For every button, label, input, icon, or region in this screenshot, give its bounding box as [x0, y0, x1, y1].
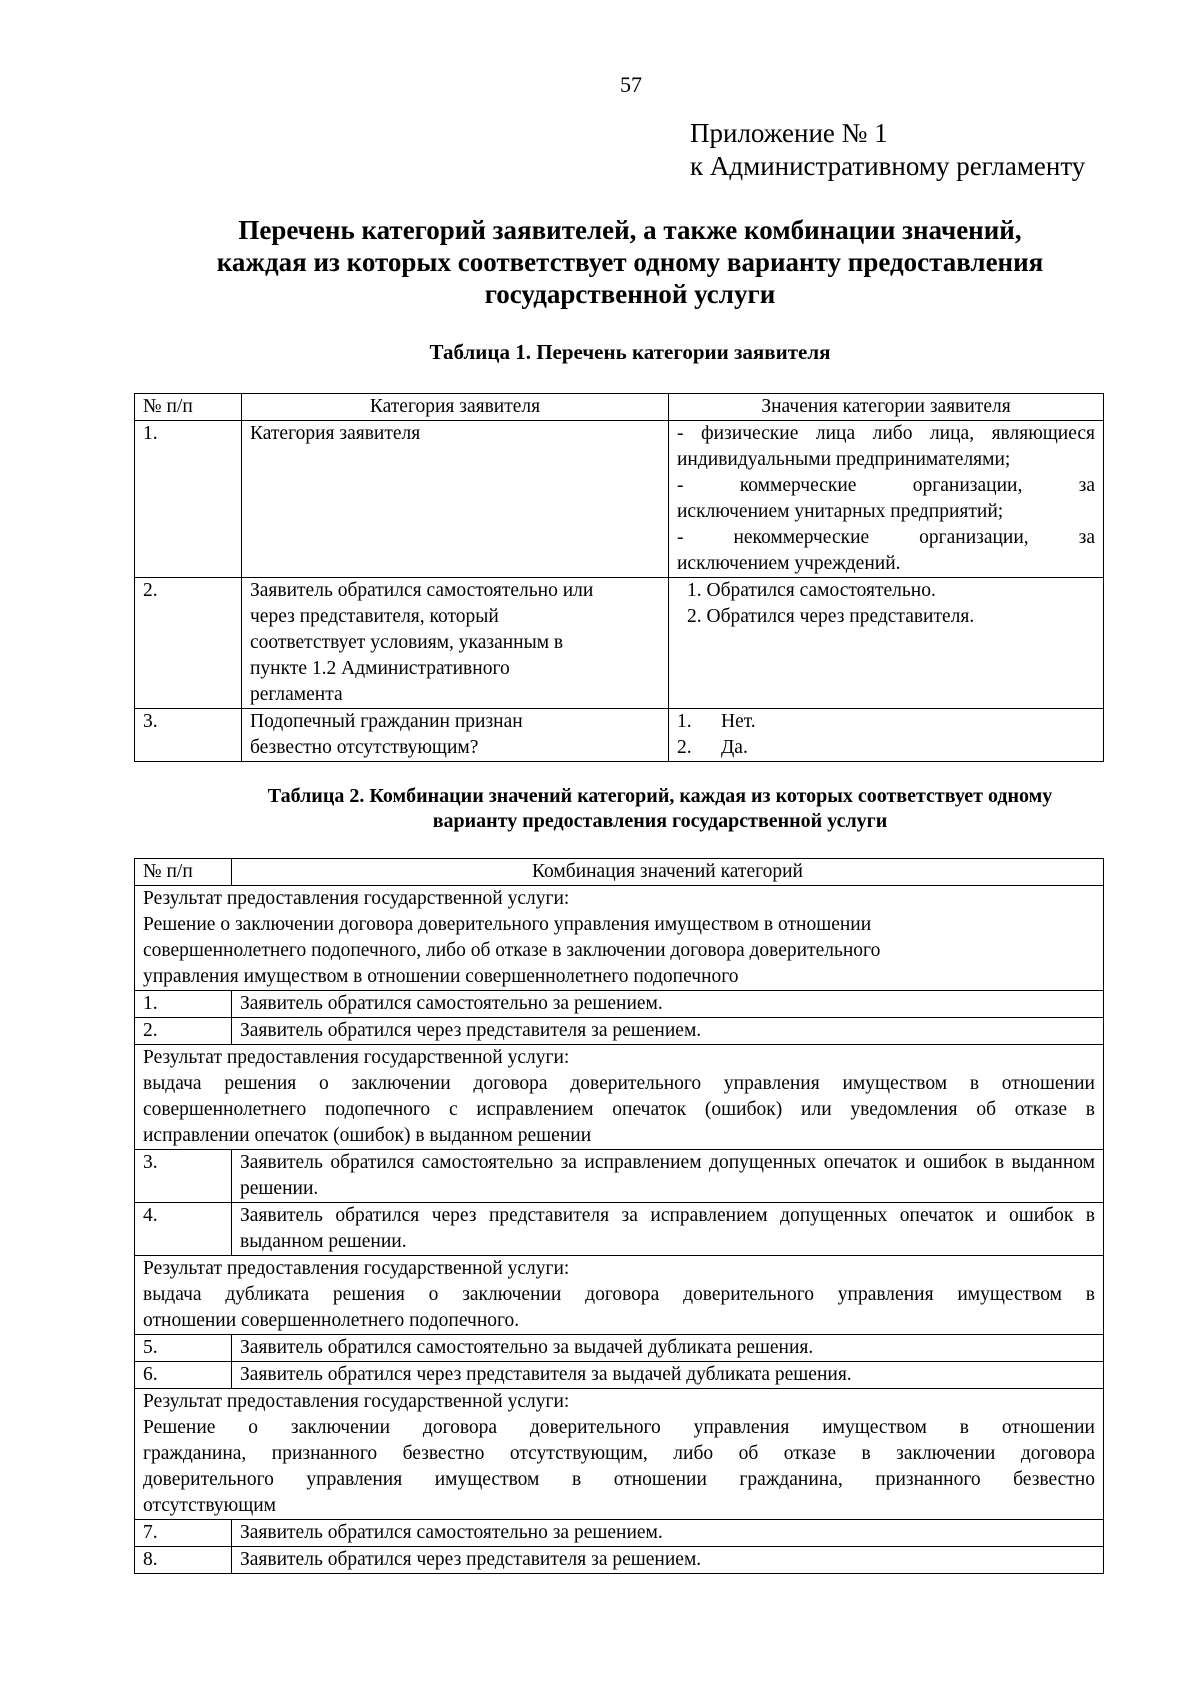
list-number: 2.	[677, 737, 692, 758]
header-cell: № п/п	[135, 859, 232, 886]
cell-line: - некоммерческие организации, за	[677, 527, 1095, 548]
table-row	[135, 1018, 1104, 1045]
row-number: 2.	[135, 578, 242, 709]
table-row	[135, 1547, 1104, 1574]
page-number: 57	[620, 72, 642, 97]
result-label: Результат предоставления государственной услуги:	[143, 888, 570, 909]
row-text: Заявитель обратился самостоятельно за решением.	[232, 1520, 1104, 1547]
table-row	[135, 1335, 1104, 1362]
table-row	[135, 991, 1104, 1018]
table-row	[135, 1150, 1104, 1203]
table-row	[135, 1520, 1104, 1547]
row-number: 1.	[135, 991, 232, 1018]
table-row	[135, 578, 1104, 709]
result-group-row	[135, 1045, 1104, 1150]
cell-line: 1. Обратился самостоятельно.	[687, 580, 936, 601]
list-text: Нет.	[721, 711, 756, 732]
cell-line: исключением унитарных предприятий;	[677, 501, 1004, 522]
list-text: Да.	[721, 737, 748, 758]
result-line: Решение о заключении договора доверительного управления имуществом в отношении	[143, 914, 872, 935]
row-number: 4.	[135, 1203, 232, 1256]
cell-line: через представителя, который	[250, 606, 499, 627]
row-text: Заявитель обратился через представителя за решением.	[232, 1018, 1104, 1045]
result-line: отношении совершеннолетнего подопечного.	[143, 1310, 520, 1331]
row-text: Заявитель обратился через представителя за исправлением допущенных опечаток и ошибок в выданном решении.	[232, 1203, 1104, 1256]
result-group-row	[135, 1389, 1104, 1520]
category-cell	[242, 709, 669, 762]
row-number: 2.	[135, 1018, 232, 1045]
appendix-header	[690, 117, 1085, 183]
row-number: 3.	[135, 709, 242, 762]
result-cell	[135, 1256, 1104, 1335]
row-number: 5.	[135, 1335, 232, 1362]
caption-line: Таблица 2. Комбинации значений категорий, каждая из которых соответствует одному	[267, 785, 1053, 807]
row-number: 7.	[135, 1520, 232, 1547]
header-cell: Категория заявителя	[242, 394, 669, 421]
cell-line: Заявитель обратился самостоятельно или	[250, 580, 594, 601]
cell-line: индивидуальными предпринимателями;	[677, 449, 1011, 470]
table2	[134, 858, 1104, 1574]
cell-line: 2. Обратился через представителя.	[687, 606, 975, 627]
row-text: Заявитель обратился самостоятельно за решением.	[232, 991, 1104, 1018]
header-cell: Комбинация значений категорий	[232, 859, 1104, 886]
document-title	[130, 214, 1130, 310]
row-number: 6.	[135, 1362, 232, 1389]
table1	[134, 393, 1104, 762]
values-cell	[669, 709, 1104, 762]
table-header-row	[135, 394, 1104, 421]
result-line: Решение о заключении договора доверительного управления имуществом в отношении	[143, 1417, 1095, 1438]
title-line: каждая из которых соответствует одному варианту предоставления	[216, 247, 1044, 277]
list-number: 1.	[677, 711, 692, 732]
result-line: выдача дубликата решения о заключении договора доверительного управления имуществом в	[143, 1284, 1095, 1305]
cell-line: регламента	[250, 684, 343, 705]
result-line: совершеннолетнего подопечного с исправлением опечаток (ошибок) или уведомления об отказе в	[143, 1099, 1095, 1120]
appendix-line: к Административному регламенту	[690, 151, 1086, 181]
table-row	[135, 1203, 1104, 1256]
title-line: Перечень категорий заявителей, а также комбинации значений,	[238, 215, 1022, 245]
result-cell	[135, 1389, 1104, 1520]
row-text: Заявитель обратился через представителя за выдачей дубликата решения.	[232, 1362, 1104, 1389]
result-cell	[135, 886, 1104, 991]
table2-caption	[200, 784, 1120, 834]
cell-text: Категория заявителя	[250, 423, 421, 444]
result-group-row	[135, 886, 1104, 991]
table-header-row	[135, 859, 1104, 886]
row-text: Заявитель обратился самостоятельно за выдачей дубликата решения.	[232, 1335, 1104, 1362]
result-line: исправлении опечаток (ошибок) в выданном решении	[143, 1125, 592, 1146]
values-cell	[669, 578, 1104, 709]
result-line: управления имуществом в отношении совершеннолетнего подопечного	[143, 966, 739, 987]
category-cell	[242, 578, 669, 709]
result-group-row	[135, 1256, 1104, 1335]
result-cell	[135, 1045, 1104, 1150]
row-number: 8.	[135, 1547, 232, 1574]
header-cell: Значения категории заявителя	[669, 394, 1104, 421]
cell-line: соответствует условиям, указанным в	[250, 632, 564, 653]
row-text: Заявитель обратился самостоятельно за исправлением допущенных опечаток и ошибок в выданном решении.	[232, 1150, 1104, 1203]
category-cell	[242, 421, 669, 578]
cell-line: - физические лица либо лица, являющиеся	[677, 423, 1095, 444]
header-cell: № п/п	[135, 394, 242, 421]
list-item	[677, 735, 1095, 761]
cell-line: Подопечный гражданин признан	[250, 711, 523, 732]
row-number: 1.	[135, 421, 242, 578]
table-row	[135, 421, 1104, 578]
caption-line: варианту предоставления государственной услуги	[432, 810, 888, 832]
list-item	[677, 709, 1095, 735]
table1-caption: Таблица 1. Перечень категории заявителя	[429, 340, 831, 364]
cell-line: исключением учреждений.	[677, 553, 901, 574]
title-line: государственной услуги	[484, 279, 776, 309]
result-line: доверительного управления имуществом в отношении гражданина, признанного безвестно	[143, 1469, 1095, 1490]
result-line: совершеннолетнего подопечного, либо об отказе в заключении договора доверительного	[143, 940, 881, 961]
cell-line: пункте 1.2 Административного	[250, 658, 510, 679]
row-number: 3.	[135, 1150, 232, 1203]
result-label: Результат предоставления государственной услуги:	[143, 1391, 570, 1412]
table-row	[135, 1362, 1104, 1389]
result-label: Результат предоставления государственной услуги:	[143, 1258, 570, 1279]
result-line: гражданина, признанного безвестно отсутствующим, либо об отказе в заключении договора	[143, 1443, 1095, 1464]
result-line: выдача решения о заключении договора доверительного управления имуществом в отношении	[143, 1073, 1095, 1094]
appendix-line: Приложение № 1	[690, 118, 888, 148]
result-label: Результат предоставления государственной услуги:	[143, 1047, 570, 1068]
row-text: Заявитель обратился через представителя за решением.	[232, 1547, 1104, 1574]
result-line: отсутствующим	[143, 1495, 276, 1516]
cell-line: - коммерческие организации, за	[677, 475, 1095, 496]
table-row	[135, 709, 1104, 762]
cell-line: безвестно отсутствующим?	[250, 737, 479, 758]
values-cell	[669, 421, 1104, 578]
